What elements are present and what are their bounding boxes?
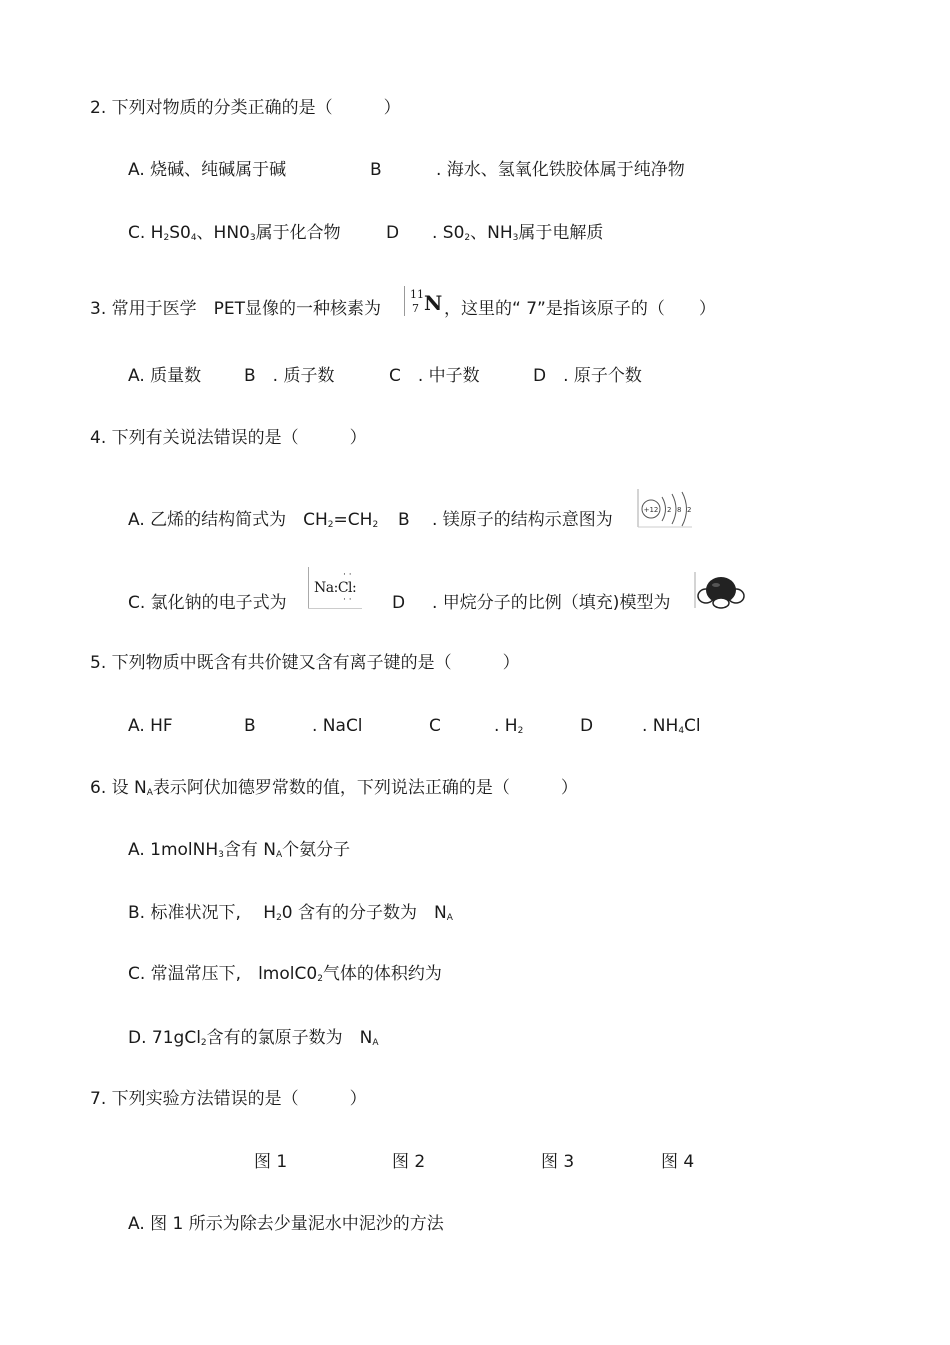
- q5-option-d-letter: D: [580, 716, 594, 736]
- q4-option-a: A. 乙烯的结构简式为 $CH_2=CH_2$: [128, 510, 379, 530]
- q4-option-b-text: . 镁原子的结构示意图为: [432, 510, 613, 530]
- nacl-dots-top: · ·: [343, 570, 352, 580]
- q6-option-a: A. 1molNH$_3$含有 $N_A$个氨分子: [128, 840, 351, 860]
- nuclide-n-figure: 11 7 N: [402, 286, 444, 318]
- q7-option-a: A. 图 1 所示为除去少量泥水中泥沙的方法: [128, 1214, 444, 1234]
- q5-option-d-text: . $NH_4Cl$: [642, 716, 701, 736]
- q5-option-b-text: . NaCl: [312, 716, 363, 736]
- q2-option-b-letter: B: [370, 160, 382, 180]
- q4-option-c: C. 氯化钠的电子式为: [128, 593, 287, 613]
- q5-option-a: A. HF: [128, 716, 173, 736]
- q6-option-c: C. 常温常压下, $lmolC0_2$气体的体积约为: [128, 964, 442, 984]
- q3-option-c: C . 中子数: [389, 366, 480, 386]
- q5-option-b-letter: B: [244, 716, 256, 736]
- q7-figure-label-3: 图 3: [541, 1152, 575, 1172]
- q7-figure-label-2: 图 2: [392, 1152, 426, 1172]
- q5-option-c-text: . $H_2$: [494, 716, 524, 736]
- q2-option-d-letter: D: [386, 223, 400, 243]
- mg-nucleus-label: +12: [643, 506, 659, 514]
- q2-option-d-text: . $S0_2$、$NH_3$属于电解质: [432, 223, 604, 243]
- q5-option-c-letter: C: [429, 716, 441, 736]
- q4-option-d-letter: D: [392, 593, 406, 613]
- q3-stem-a: 3. 常用于医学 PET显像的一种核素为: [90, 299, 381, 319]
- q3-stem-b: ，这里的“ 7”是指该原子的（ ）: [444, 299, 716, 319]
- q4-stem: 4. 下列有关说法错误的是（ ）: [90, 428, 367, 448]
- q2-option-b-text: . 海水、氢氧化铁胶体属于纯净物: [436, 160, 685, 180]
- q2-stem: 2. 下列对物质的分类正确的是（ ）: [90, 98, 401, 118]
- q7-figure-label-4: 图 4: [661, 1152, 695, 1172]
- q7-stem: 7. 下列实验方法错误的是（ ）: [90, 1089, 367, 1109]
- q7-figure-label-1: 图 1: [254, 1152, 288, 1172]
- q2-option-a: A. 烧碱、纯碱属于碱: [128, 160, 287, 180]
- q4-option-d-text: . 甲烷分子的比例（填充)模型为: [432, 593, 671, 613]
- magnesium-atom-structure-diagram: [636, 487, 694, 529]
- q5-stem: 5. 下列物质中既含有共价键又含有离子键的是（ ）: [90, 653, 520, 673]
- nacl-electron-formula-figure: Na:Cl: · · · ·: [308, 567, 362, 609]
- mg-shell-2: 8: [677, 506, 682, 514]
- q4-option-b-letter: B: [398, 510, 410, 530]
- nacl-dots-bottom: · ·: [343, 595, 352, 605]
- q3-option-d: D . 原子个数: [533, 366, 642, 386]
- q6-option-b: B. 标准状况下, $H_20$ 含有的分子数为 $N_A$: [128, 903, 453, 923]
- q3-option-b: B . 质子数: [244, 366, 335, 386]
- mg-shell-3: 2: [687, 506, 692, 514]
- q3-option-a: A. 质量数: [128, 366, 202, 386]
- mg-shell-1: 2: [667, 506, 672, 514]
- methane-space-filling-model: [694, 570, 748, 610]
- q2-option-c: C. $H_2S0_4$、$HN0_3$属于化合物: [128, 223, 341, 243]
- q6-stem: 6. 设 $N_A$表示阿伏加德罗常数的值，下列说法正确的是（ ）: [90, 778, 578, 798]
- q6-option-d: D. 71gCl$_2$含有的氯原子数为 $N_A$: [128, 1028, 379, 1048]
